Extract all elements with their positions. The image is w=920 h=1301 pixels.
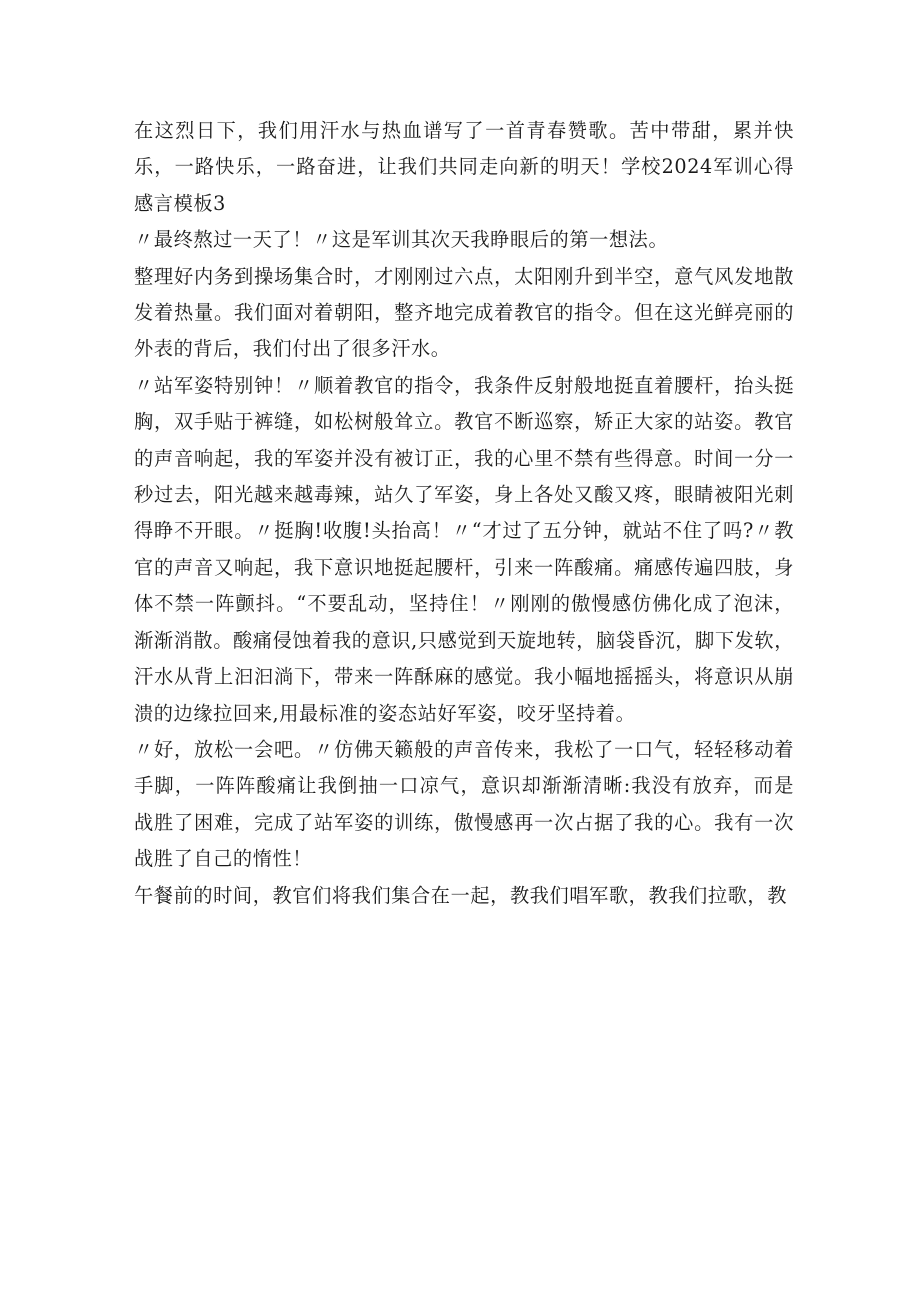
paragraph-2: 〃最终熬过一天了！〃这是军训其次天我睁眼后的第一想法。: [134, 228, 669, 252]
article-body: [134, 113, 794, 914]
paragraph-4: 〃站军姿特别钟！〃顺着教官的指令，我条件反射般地挺直着腰杆，抬头挺胸，双手贴于裤缝，如松树般耸立。教官不断巡察，矫正大家的站姿。教官的声音响起，我的军姿并没有被订正，我的心里不禁有些得意。时间一分一秒过去，阳光越来越毒辣，站久了军姿，身上各处又酸又疼，眼睛被阳光刺得睁不开眼。〃挺胸!收腹!头抬高！〃“才过了五分钟，就站不住了吗?〃教官的声音又响起，我下意识地挺起腰杆，引来一阵酸痛。痛感传遍四肢，身体不禁一阵颤抖。“不要乱动，坚持住！〃刚刚的傲慢感仿佛化成了泡沫，渐渐消散。酸痛侵蚀着我的意识,只感觉到天旋地转，脑袋昏沉，脚下发软，汗水从背上汩汩淌下，带来一阵酥麻的感觉。我小幅地摇摇头，将意识从崩溃的边缘拉回来,用最标准的姿态站好军姿，咬牙坚持着。: [134, 373, 794, 725]
paragraph-6: 午餐前的时间，教官们将我们集合在一起，教我们唱军歌，教我们拉歌，教: [134, 883, 787, 907]
paragraph-1: 在这烈日下，我们用汗水与热血谱写了一首青春赞歌。苦中带甜，累并快乐，一路快乐，一路奋进，让我们共同走向新的明天！学校2024军训心得感言模板3: [134, 119, 794, 215]
paragraph-5: 〃好，放松一会吧。〃仿佛天籁般的声音传来，我松了一口气，轻轻移动着手脚，一阵阵酸痛让我倒抽一口凉气，意识却渐渐清晰:我没有放弃，而是战胜了困难，完成了站军姿的训练，傲慢感再一次占据了我的心。我有一次战胜了自己的惰性！: [134, 737, 794, 871]
paragraph-3: 整理好内务到操场集合时，才刚刚过六点，太阳刚升到半空，意气风发地散发着热量。我们面对着朝阳，整齐地完成着教官的指令。但在这光鲜亮丽的外表的背后，我们付出了很多汗水。: [134, 264, 794, 361]
